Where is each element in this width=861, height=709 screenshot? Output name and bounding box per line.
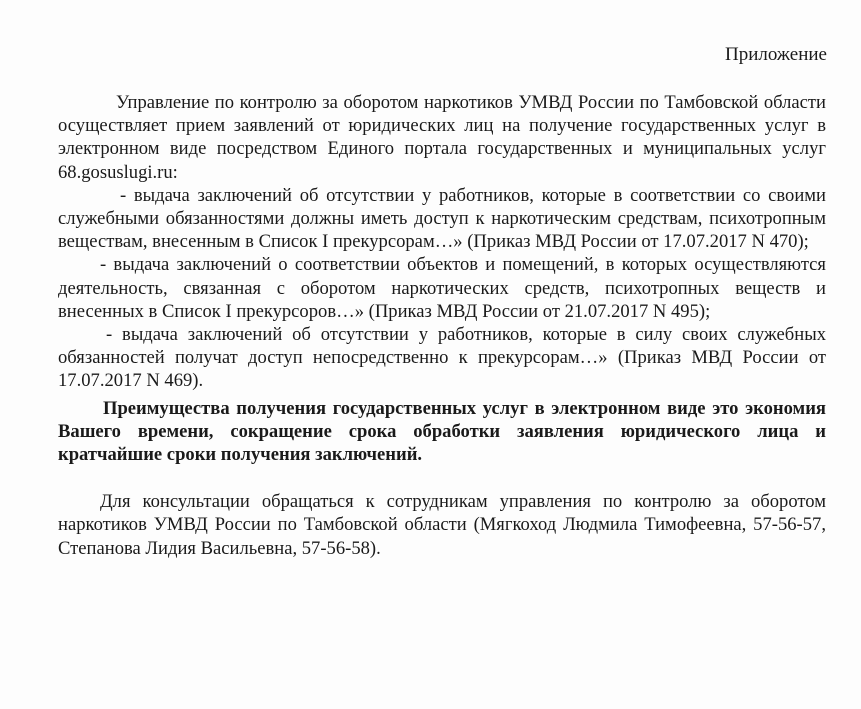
service-item: - выдача заключений об отсутствии у работников, которые в соответствии со своими служебными обязанностями должны иметь доступ к наркотическим средствам, психотропным веществам, внесенным в Список I прекурсорам…» (Приказ МВД России от 17.07.2017 N 470);	[58, 184, 826, 253]
appendix-label: Приложение	[725, 44, 827, 65]
advantages-paragraph: Преимущества получения государственных услуг в электронном виде это экономия Вашего времени, сокращение срока обработки заявления юридического лица и кратчайшие сроки получения заключений.	[58, 397, 826, 466]
document-body	[58, 91, 826, 560]
service-item: - выдача заключений о соответствии объектов и помещений, в которых осуществляются деятельность, связанная с оборотом наркотических средств, психотропных веществ и внесенных в Список I прекурсоров…» (Приказ МВД России от 21.07.2017 N 495);	[58, 254, 826, 322]
contact-paragraph: Для консультации обращаться к сотрудникам управления по контролю за оборотом наркотиков УМВД России по Тамбовской области (Мягкоход Людмила Тимофеевна, 57-56-57, Степанова Лидия Васильевна, 57-56-58).	[58, 491, 826, 559]
intro-paragraph: Управление по контролю за оборотом наркотиков УМВД России по Тамбовской области осуществляет прием заявлений от юридических лиц на получение государственных услуг в электронном виде посредством Единого портала государственных и муниципальных услуг 68.gosuslugi.ru:	[58, 92, 826, 183]
service-item: - выдача заключений об отсутствии у работников, которые в силу своих служебных обязанностей получат доступ непосредственно к прекурсорам…» (Приказ МВД России от 17.07.2017 N 469).	[58, 324, 826, 392]
